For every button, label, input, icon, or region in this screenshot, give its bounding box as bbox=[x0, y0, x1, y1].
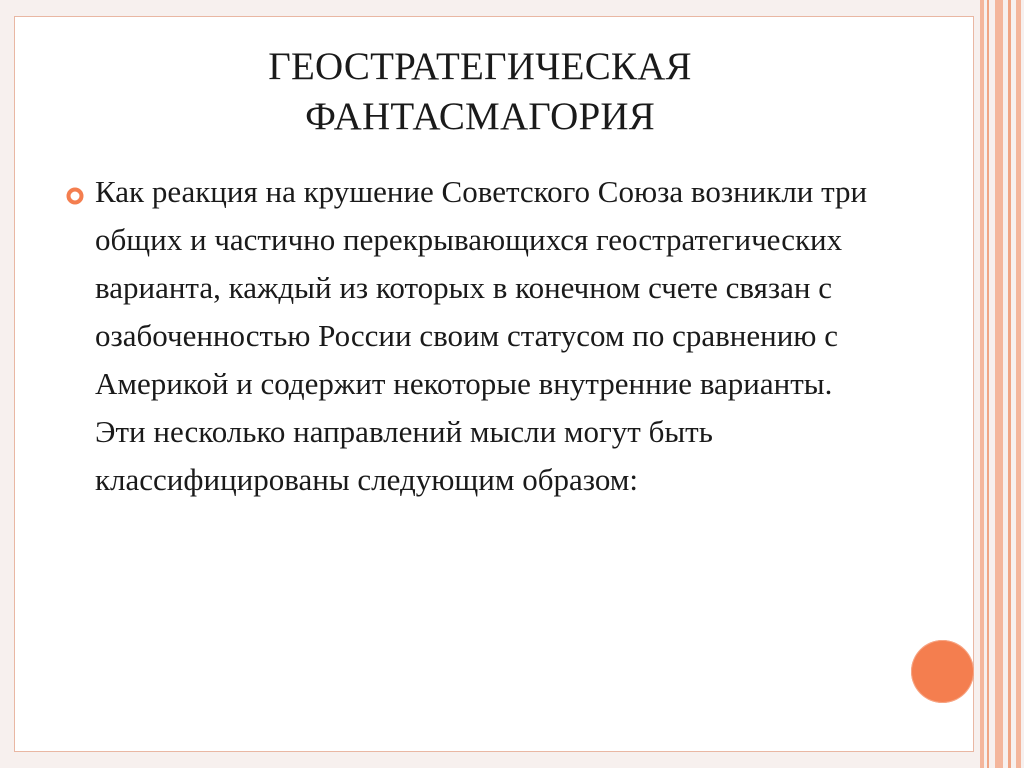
slide-title-line-1: ГЕОСТРАТЕГИЧЕСКАЯ bbox=[268, 45, 692, 88]
bullet-list-item bbox=[62, 168, 882, 504]
decorative-circle bbox=[911, 640, 974, 703]
decorative-stripe bbox=[987, 0, 989, 768]
decorative-stripe bbox=[1016, 0, 1021, 768]
slide-title-line-2: ФАНТАСМАГОРИЯ bbox=[305, 95, 655, 138]
slide-title bbox=[110, 42, 850, 142]
decorative-stripe bbox=[995, 0, 1003, 768]
decorative-stripe bbox=[1008, 0, 1011, 768]
decorative-stripe bbox=[980, 0, 984, 768]
ring-bullet-icon bbox=[65, 186, 85, 206]
bullet-text: Как реакция на крушение Советского Союза возникли три общих и частично перекрывающихся геостратегических варианта, каждый из которых в конечном счете связан с озабоченностью России своим статусом по сравнению с Америкой и содержит некоторые внутренние варианты. Эти несколько направлений мысли могут быть классифицированы следующим образом: bbox=[95, 174, 868, 497]
